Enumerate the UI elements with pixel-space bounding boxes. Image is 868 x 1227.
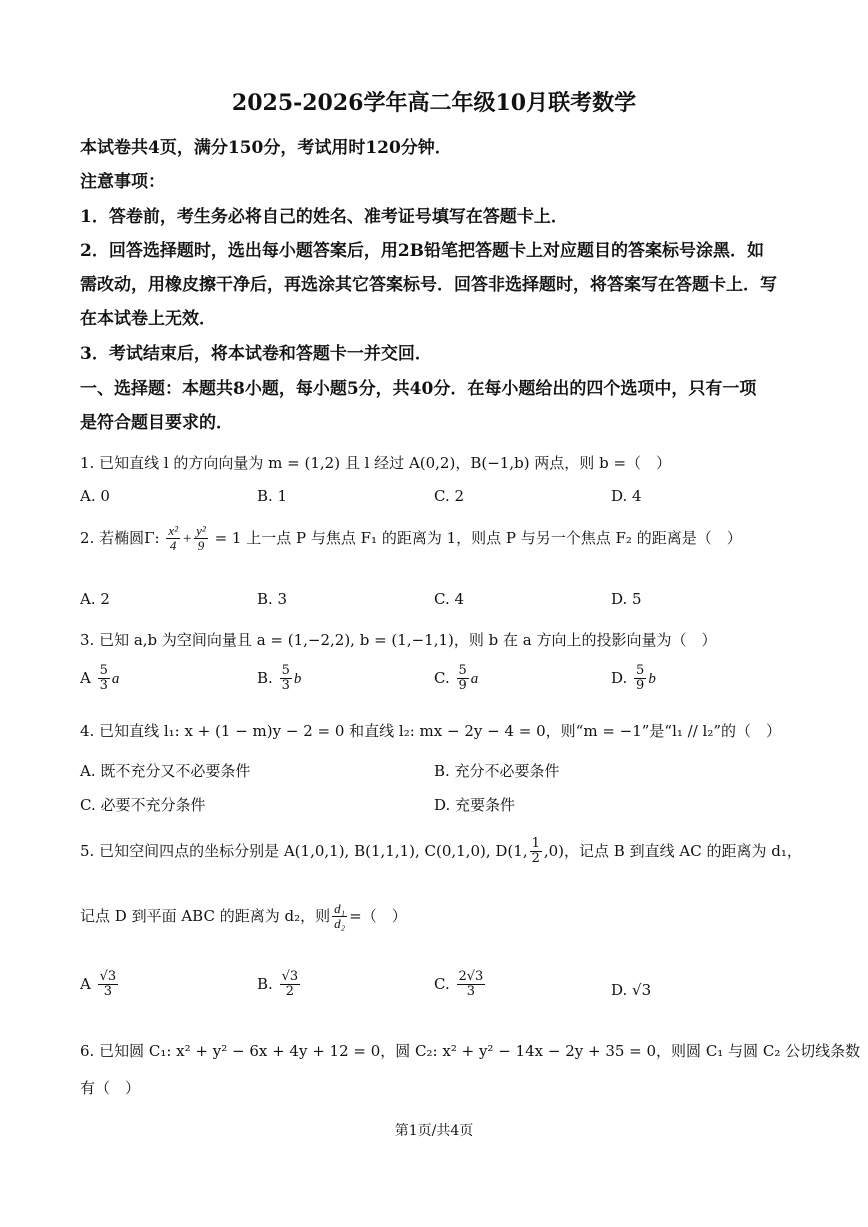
option-fraction	[280, 970, 301, 1000]
fraction-denominator: 3	[103, 984, 113, 1000]
question-2-option-d: D. 5	[611, 590, 642, 608]
question-1-option-a: A. 0	[80, 487, 110, 505]
fraction-numerator: 5	[636, 663, 645, 678]
question-2-stem-suffix: = 1 上一点 P 与焦点 F₁ 的距离为 1，则点 P 与另一个焦点 F₂ 的距离是（ ）	[214, 528, 742, 547]
fraction-d1-over-d2	[332, 902, 347, 932]
section-heading-2: 是符合题目要求的．	[80, 413, 233, 433]
fraction-numerator: 5	[99, 663, 108, 678]
option-value: √3	[632, 981, 652, 999]
option-label: D.	[611, 668, 628, 687]
question-1-stem: 1. 已知直线 l 的方向向量为 m = (1,2) 且 l 经过 A(0,2)，B(−1,b) 两点，则 b =（ ）	[80, 454, 672, 472]
question-5-stem-line-2	[80, 902, 407, 932]
question-3-option-b	[257, 664, 301, 694]
option-label: B.	[257, 668, 273, 687]
fraction-numerator: 2√3	[458, 969, 484, 984]
fraction-numerator: 5	[281, 663, 290, 678]
option-vector: b	[293, 670, 302, 687]
option-fraction	[98, 664, 110, 694]
question-4-option-c: C. 必要不充分条件	[80, 796, 206, 814]
fraction-numerator: 1	[531, 836, 540, 851]
question-3-stem: 3. 已知 a,b 为空间向量且 a = (1,−2,2), b = (1,−1,1)，则 b 在 a 方向上的投影向量为（ ）	[80, 631, 717, 649]
fraction-denominator: 3	[281, 678, 290, 694]
fraction-one-half	[530, 837, 542, 867]
question-5-option-d	[611, 981, 651, 999]
fraction-denominator: 3	[99, 678, 108, 694]
option-fraction	[457, 970, 486, 1000]
option-label: C.	[434, 668, 450, 687]
fraction-x2-over-4	[166, 524, 180, 554]
question-5-stem2-prefix: 记点 D 到平面 ABC 的距离为 d₂，则	[80, 906, 331, 925]
option-fraction	[634, 664, 646, 694]
notice-line-1: 1．答卷前，考生务必将自己的姓名、准考证号填写在答题卡上．	[80, 207, 568, 227]
question-5-stem2-suffix: =（ ）	[349, 906, 407, 925]
option-label: C.	[434, 974, 450, 993]
question-3-option-a	[80, 664, 119, 694]
question-6-stem-line-2: 有（ ）	[80, 1079, 141, 1097]
fraction-numerator: y²	[196, 523, 206, 538]
question-1-option-c: C. 2	[434, 487, 465, 505]
page-footer: 第1页/共4页	[394, 1123, 474, 1139]
question-2-option-a: A. 2	[80, 590, 110, 608]
question-2-stem-prefix: 2. 若椭圆Γ:	[80, 528, 160, 547]
fraction-denominator: 9	[197, 538, 205, 554]
question-2-option-c: C. 4	[434, 590, 465, 608]
fraction-denominator: 9	[458, 678, 467, 694]
fraction-numerator: 5	[458, 663, 467, 678]
question-5-stem-line-1	[80, 837, 802, 867]
option-fraction	[280, 664, 292, 694]
option-vector: b	[648, 670, 656, 687]
fraction-y2-over-9	[194, 524, 208, 554]
question-4-option-a: A. 既不充分又不必要条件	[80, 762, 251, 780]
question-5-stem-prefix: 5. 已知空间四点的坐标分别是 A(1,0,1), B(1,1,1), C(0,1,0), D(1,	[80, 841, 528, 860]
fraction-denominator: 9	[636, 678, 645, 694]
option-fraction	[457, 664, 469, 694]
fraction-denominator: d₂	[334, 916, 346, 932]
question-1-option-d: D. 4	[611, 487, 642, 505]
fraction-numerator: x²	[168, 523, 178, 538]
fraction-denominator: 2	[285, 984, 294, 1000]
section-heading-1: 一、选择题：本题共8小题，每小题5分，共40分．在每小题给出的四个选项中，只有一项	[80, 379, 757, 399]
exam-title: 2025-2026学年高二年级10月联考数学	[231, 90, 637, 116]
fraction-numerator: √3	[281, 969, 299, 984]
question-2-option-b: B. 3	[257, 590, 288, 608]
question-1-option-b: B. 1	[257, 487, 288, 505]
option-label: D.	[611, 981, 628, 999]
fraction-numerator: √3	[99, 969, 117, 984]
option-label: B.	[257, 974, 273, 993]
question-2-stem: 2. 若椭圆Γ: $\frac{\text{x²}}{4}$ + $\frac{\text{y²}}{9}$ = 1 上一点 P 与焦点 F₁ 的距离为 1，则点 P 与另一个焦点 F₂ 的距离是（ ）	[80, 523, 742, 554]
fraction-numerator: d₁	[334, 901, 346, 916]
question-5-option-b	[257, 970, 302, 1000]
question-4-option-d: D. 充要条件	[434, 796, 516, 814]
option-label: A	[80, 668, 91, 687]
question-3-option-c	[434, 664, 478, 694]
fraction-denominator: 2	[531, 851, 540, 867]
fraction-denominator: 4	[169, 538, 177, 554]
fraction-denominator: 3	[466, 984, 476, 1000]
option-vector: a	[111, 670, 120, 687]
notice-line-2: 2．回答选择题时，选出每小题答案后，用2B铅笔把答题卡上对应题目的答案标号涂黑．如	[80, 241, 765, 261]
exam-intro: 本试卷共4页，满分150分，考试用时120分钟．	[80, 138, 452, 158]
question-6-stem-line-1: 6. 已知圆 C₁: x² + y² − 6x + 4y + 12 = 0，圆 C₂: x² + y² − 14x − 2y + 35 = 0，则圆 C₁ 与圆 C₂ 公切线条数	[80, 1042, 861, 1060]
notice-line-3: 需改动，用橡皮擦干净后，再选涂其它答案标号．回答非选择题时，将答案写在答题卡上．写	[80, 275, 777, 295]
question-3-option-d	[611, 664, 656, 694]
option-label: A	[80, 974, 91, 993]
question-5-option-a	[80, 970, 120, 1000]
question-4-stem: 4. 已知直线 l₁: x + (1 − m)y − 2 = 0 和直线 l₂: mx − 2y − 4 = 0，则“m = −1”是“l₁ // l₂”的（ ）	[80, 722, 782, 740]
notice-line-4: 在本试卷上无效．	[80, 309, 216, 329]
option-vector: a	[470, 670, 479, 687]
question-5-stem-suffix: ,0)，记点 B 到直线 AC 的距离为 d₁，	[543, 841, 802, 860]
question-4-option-b: B. 充分不必要条件	[434, 762, 560, 780]
question-5-option-c	[434, 970, 487, 1000]
notice-line-5: 3．考试结束后，将本试卷和答题卡一并交回．	[80, 344, 432, 364]
option-fraction	[98, 970, 119, 1000]
notice-heading: 注意事项：	[80, 172, 165, 192]
